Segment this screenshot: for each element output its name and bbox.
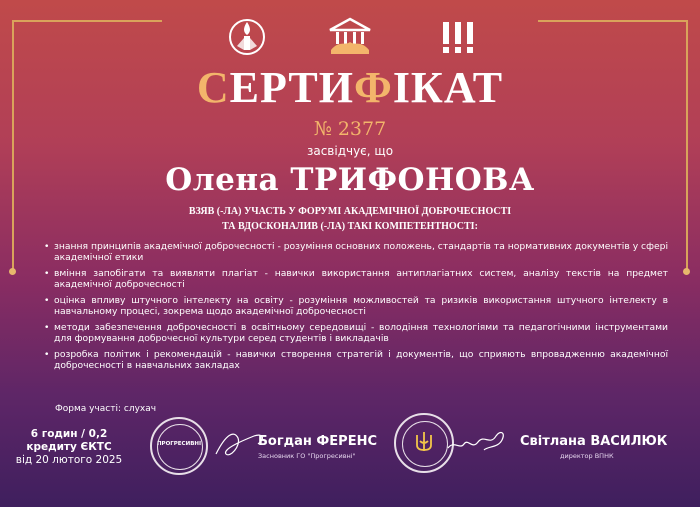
exclamation-logo-icon [440,20,476,56]
signatory-1-name: Богдан ФЕРЕНС [258,434,378,449]
lead-line-2: ТА ВДОСКОНАЛИВ (-ЛА) ТАКІ КОМПЕТЕНТНОСТІ: [222,221,478,232]
hours-line-2: кредиту ЄКТС [26,441,112,453]
lead-text [0,204,700,234]
competences-list [44,241,668,376]
frame-top-left [12,20,162,22]
frame-dot-left [9,268,16,275]
ukraine-trident-icon [415,431,433,453]
competence-item: • методи забезпечення доброчесності в освітньому середовищі - володіння технологіями та педагогічними інструментами для формування доброчесної культури серед студентів і викладачів [44,322,668,344]
temple-logo-icon [327,16,373,58]
competence-item: • оцінка впливу штучного інтелекту на освіту - розуміння можливостей та ризиків використання штучного інтелекту в навчальному процесі, зокрема щодо академічної доброчесності [44,295,668,317]
title-last: ІКАТ [392,63,504,112]
signatory-1-role: Засновник ГО "Прогресивні" [258,452,356,460]
certifies-text: засвідчує, що [306,144,394,158]
candle-logo-icon [228,16,266,58]
title-accent-letter: Ф [354,63,393,112]
competence-item: • розробка політик і рекомендацій - навички створення стратегій і документів, що сприяють впровадженню академічної доброчесності в навчальних закладах [44,349,668,371]
hours-block [14,428,124,467]
frame-top-right [538,20,688,22]
seal-text: ПРОГРЕСИВНІ [156,441,202,447]
certificate-number: № 2377 [313,118,387,140]
title-middle: ЕРТИ [229,63,355,112]
signature-vasyliuk [444,420,514,460]
frame-dot-right [683,268,690,275]
signatory-2-role: директор ВПНК [560,452,614,460]
recipient-name: Олена ТРИФОНОВА [165,162,535,198]
title-first-letter: С [196,63,230,112]
signatory-2-name: Світлана ВАСИЛЮК [520,434,668,449]
progressive-seal [150,417,208,475]
participation-form: Форма участі: слухач [55,404,157,414]
competence-item: • вміння запобігати та виявляти плагіат - навички використання антиплагіатних систем, аналізу текстів на предмет академічної доброчесності [44,268,668,290]
certificate-title [0,62,700,113]
issue-date: від 20 лютого 2025 [15,454,123,466]
hours-line-1: 6 годин / 0,2 [30,428,108,440]
lead-line-1: ВЗЯВ (-ЛА) УЧАСТЬ У ФОРУМІ АКАДЕМІЧНОЇ ДОБРОЧЕСНОСТІ [188,206,512,217]
competence-item: • знання принципів академічної доброчесності - розуміння основних положень, стандартів та нормативних документів у сфері академічної етики [44,241,668,263]
